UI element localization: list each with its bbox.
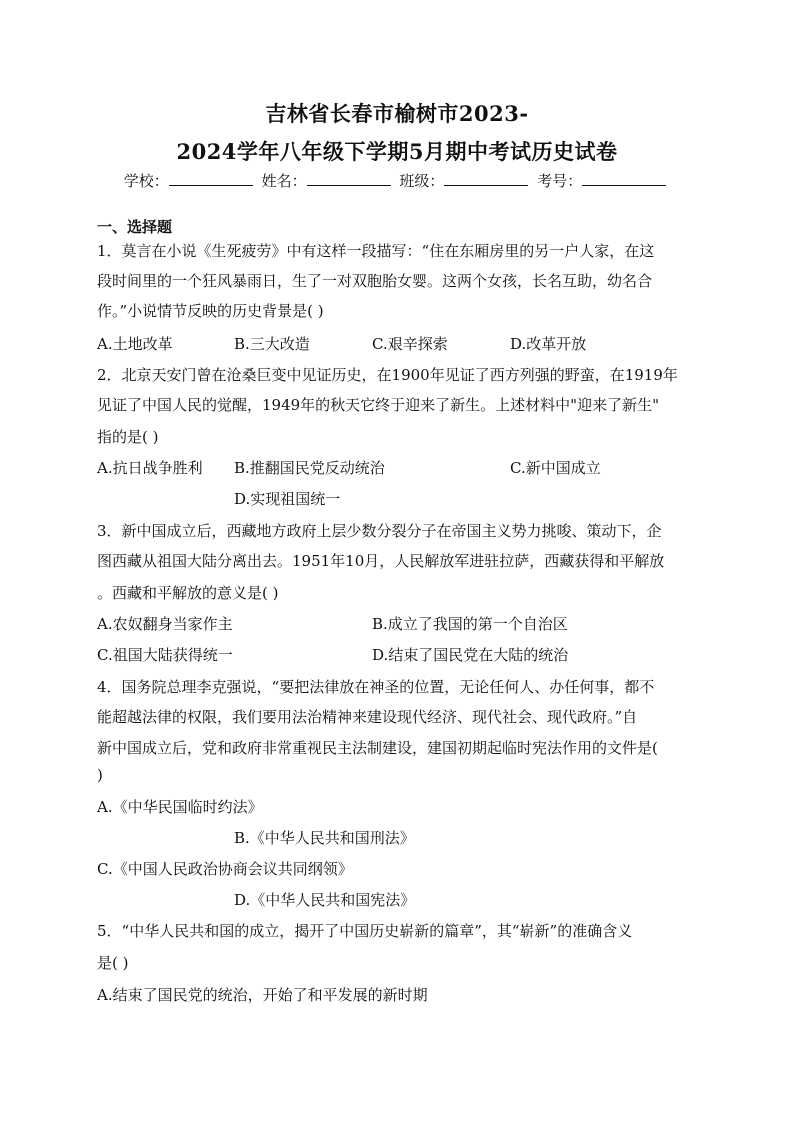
question-2-option-a: A.抗日战争胜利: [97, 459, 203, 477]
question-4-option-b: B.《中华人民共和国刑法》: [234, 829, 415, 847]
question-1-line-1: 1．莫言在小说《生死疲劳》中有这样一段描写：“住在东厢房里的另一户人家，在这: [97, 242, 655, 260]
question-1-option-d: D.改革开放: [510, 335, 587, 353]
question-5-line-1: 5．“中华人民共和国的成立，揭开了中国历史崭新的篇章”，其“崭新”的准确含义: [97, 922, 633, 940]
question-4-line-1: 4．国务院总理李克强说，“要把法律放在神圣的位置，无论任何人、办任何事，都不: [97, 678, 655, 696]
question-3-option-c: C.祖国大陆获得统一: [97, 646, 233, 664]
question-3-option-a: A.农奴翻身当家作主: [97, 615, 233, 633]
exam-title-line-2: 2024学年八年级下学期5月期中考试历史试卷: [176, 139, 618, 164]
number-label: 考号：: [537, 172, 583, 190]
question-5-option-a: A.结束了国民党的统治，开始了和平发展的新时期: [97, 986, 428, 1004]
question-2-line-3: 指的是( ): [97, 428, 159, 446]
class-blank[interactable]: [444, 171, 528, 186]
number-blank[interactable]: [582, 171, 666, 186]
question-4-option-d: D.《中华人民共和国宪法》: [234, 891, 416, 909]
question-3-line-3: 。西藏和平解放的意义是( ): [97, 584, 279, 602]
question-4-line-2: 能超越法律的权限，我们要用法治精神来建设现代经济、现代社会、现代政府。”自: [97, 708, 638, 726]
name-blank[interactable]: [307, 171, 391, 186]
name-label: 姓名：: [261, 172, 307, 190]
question-1-option-b: B.三大改造: [234, 335, 310, 353]
question-3-line-1: 3．新中国成立后，西藏地方政府上层少数分裂分子在帝国主义势力挑唆、策动下，企: [97, 522, 662, 540]
question-2-option-b: B.推翻国民党反动统治: [234, 459, 385, 477]
question-3-option-b: B.成立了我国的第一个自治区: [372, 615, 568, 633]
class-label: 班级：: [399, 172, 445, 190]
section-heading: 一、选择题: [97, 218, 173, 236]
question-1-line-2: 段时间里的一个狂风暴雨日，生了一对双胞胎女婴。这两个女孩，长名互助，幼名合: [97, 272, 653, 290]
exam-title-line-1: 吉林省长春市榆树市2023-: [265, 101, 529, 126]
question-2-option-d: D.实现祖国统一: [234, 490, 341, 508]
question-5-line-2: 是( ): [97, 954, 129, 972]
student-info-row: [0, 170, 794, 191]
question-2-line-1: 2．北京天安门曾在沧桑巨变中见证历史，在1900年见证了西方列强的野蛮，在1919年: [97, 366, 678, 384]
question-1-option-a: A.土地改革: [97, 335, 173, 353]
school-label: 学校：: [123, 172, 169, 190]
question-4-line-4: ): [97, 766, 103, 784]
question-2-line-2: 见证了中国人民的觉醒，1949年的秋天它终于迎来了新生。上述材料中"迎来了新生": [97, 396, 659, 414]
question-4-option-a: A.《中华民国临时约法》: [97, 798, 263, 816]
question-4-line-3: 新中国成立后，党和政府非常重视民主法制建设，建国初期起临时宪法作用的文件是(: [97, 739, 658, 757]
question-1-line-3: 作。”小说情节反映的历史背景是( ): [97, 302, 324, 320]
question-4-option-c: C.《中国人民政治协商会议共同纲领》: [97, 860, 353, 878]
question-2-option-c: C.新中国成立: [510, 459, 601, 477]
question-1-option-c: C.艰辛探索: [372, 335, 448, 353]
question-3-line-2: 图西藏从祖国大陆分离出去。1951年10月，人民解放军进驻拉萨，西藏获得和平解放: [97, 552, 665, 570]
question-3-option-d: D.结束了国民党在大陆的统治: [372, 646, 569, 664]
school-blank[interactable]: [169, 171, 253, 186]
